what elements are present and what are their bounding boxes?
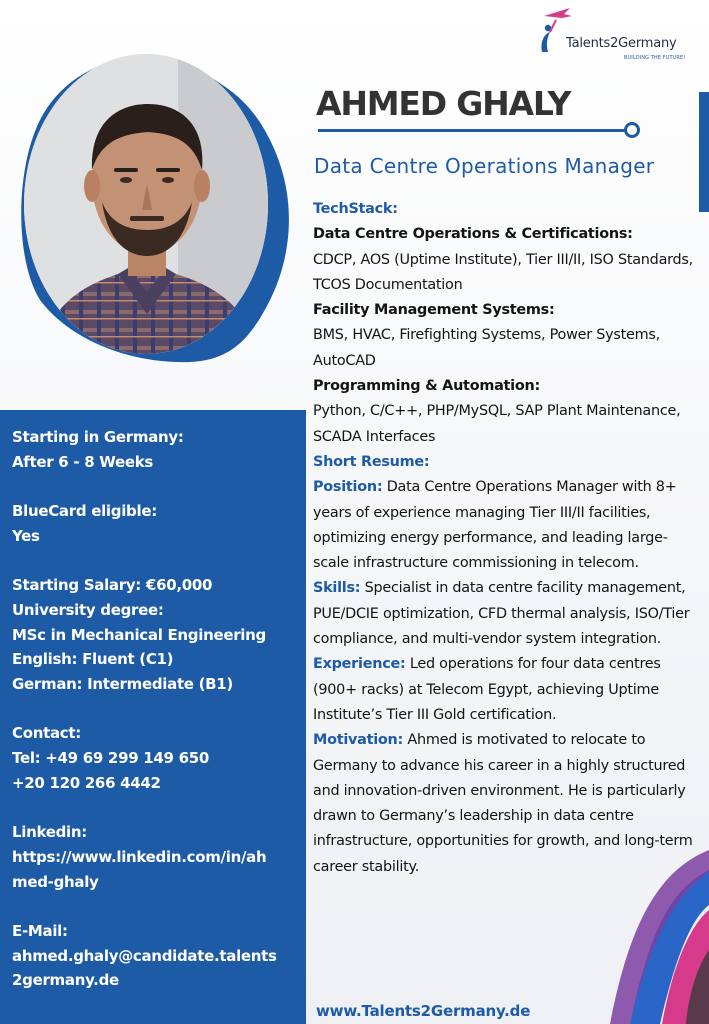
resume-heading: Short Resume: — [313, 453, 430, 470]
email-address[interactable]: ahmed.ghaly@candidate.talents — [12, 946, 277, 965]
contact-label: Contact: — [12, 724, 81, 743]
salary-line: Starting Salary: €60,000 — [12, 576, 213, 595]
candidate-name: AHMED GHALY — [316, 84, 571, 123]
logo-name: Talents2Germany — [566, 36, 677, 51]
resume-item-text: Specialist in data centre facility management, PUE/DCIE optimization, CFD thermal analysis, ISO/Tier compliance, and multi-vendor system integration. — [313, 580, 690, 648]
decorative-swoosh — [590, 850, 709, 1024]
name-underline-dot — [624, 122, 640, 138]
resume-item-text: Data Centre Operations Manager with 8+ years of experience managing Tier III/II facilities, optimizing energy performance, and leading large-scale infrastructure commissioning in telecom. — [313, 479, 677, 572]
email-address[interactable]: 2germany.de — [12, 971, 119, 990]
resume-item-position — [313, 475, 699, 576]
resume-item-label: Position: — [313, 479, 383, 496]
bluecard-label: BlueCard eligible: — [12, 502, 157, 521]
english-level: English: Fluent (C1) — [12, 650, 174, 669]
starting-value: After 6 - 8 Weeks — [12, 452, 154, 471]
edge-accent-bar — [699, 92, 709, 212]
phone-number[interactable]: Tel: +49 69 299 149 650 — [12, 749, 210, 768]
linkedin-label: Linkedin: — [12, 823, 87, 842]
job-title: Data Centre Operations Manager — [314, 154, 655, 178]
linkedin-url[interactable]: https://www.linkedin.com/in/ah — [12, 847, 267, 866]
website-link[interactable]: www.Talents2Germany.de — [316, 1002, 531, 1020]
email-label: E-Mail: — [12, 921, 68, 940]
info-panel-text — [12, 425, 302, 993]
resume-item-text: Ahmed is motivated to relocate to Germany to advance his career in a highly structured and innovation-driven environment. He is particularly drawn to Germany’s leadership in data centre infrastructure, opportunities for growth, and long-term career stability. — [313, 732, 693, 875]
techstack-heading: TechStack: — [313, 201, 398, 217]
phone-number[interactable]: +20 120 266 4442 — [12, 773, 161, 792]
logo-tagline: BUILDING THE FUTURE! — [624, 55, 686, 61]
bluecard-value: Yes — [12, 526, 40, 545]
starting-label: Starting in Germany: — [12, 428, 184, 446]
resume-item-experience — [313, 652, 699, 728]
linkedin-url[interactable]: med-ghaly — [12, 872, 99, 891]
resume-item-label: Skills: — [313, 580, 361, 597]
profile-content — [313, 197, 699, 880]
resume-item-label: Motivation: — [313, 732, 404, 749]
techstack-group-title: Data Centre Operations & Certifications: — [313, 226, 633, 243]
techstack-group-text: Python, C/C++, PHP/MySQL, SAP Plant Maintenance, SCADA Interfaces — [313, 403, 681, 445]
name-underline — [318, 129, 631, 132]
resume-item-label: Experience: — [313, 656, 406, 673]
degree-label: University degree: — [12, 600, 164, 619]
techstack-group-text: BMS, HVAC, Firefighting Systems, Power Systems, AutoCAD — [313, 327, 660, 369]
resume-item-skills — [313, 576, 699, 652]
resume-item-text: Led operations for four data centres (900+ racks) at Telecom Egypt, achieving Uptime Institute’s Tier III Gold certification. — [313, 656, 661, 723]
german-level: German: Intermediate (B1) — [12, 675, 233, 693]
techstack-group-title: Facility Management Systems: — [313, 302, 555, 319]
techstack-group-title: Programming & Automation: — [313, 378, 540, 395]
company-logo[interactable] — [536, 6, 706, 68]
degree-value: MSc in Mechanical Engineering — [12, 625, 266, 644]
techstack-group-text: CDCP, AOS (Uptime Institute), Tier III/II, ISO Standards, TCOS Documentation — [313, 251, 694, 293]
